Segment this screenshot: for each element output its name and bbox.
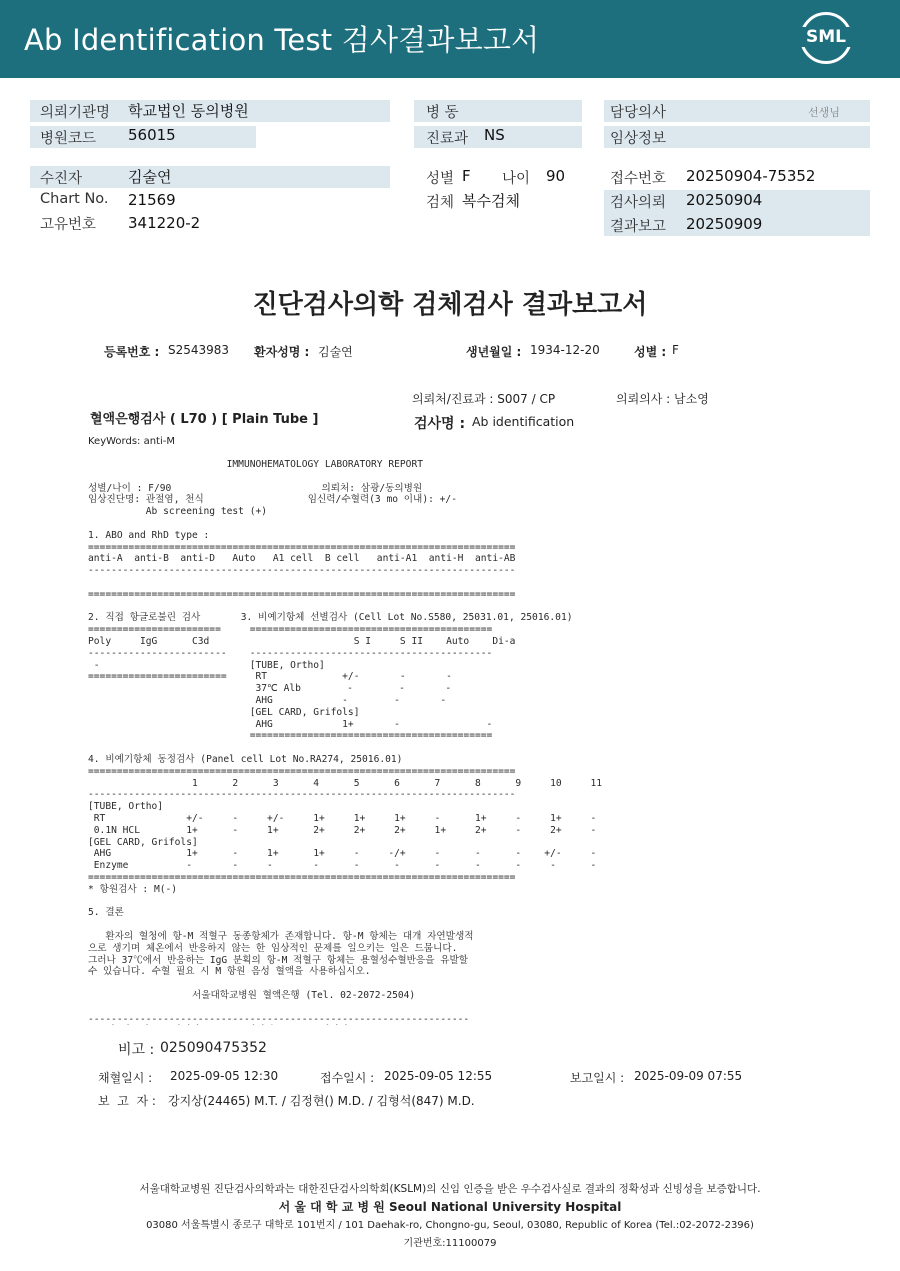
- lab-report-line: Poly IgG C3d S I S II Auto Di-a: [88, 636, 516, 647]
- report-date-value: 2025-09-09 07:55: [634, 1069, 743, 1083]
- institution-label: 의뢰기관명: [40, 105, 111, 121]
- name-value: 김술연: [318, 345, 353, 359]
- report-date-label: 보고일시 :: [570, 1071, 625, 1085]
- uid-value: 341220-2: [128, 214, 201, 232]
- lab-report-line: 2. 직접 항글로불린 검사 3. 비예기항체 선별검사 (Cell Lot No.S580, 25031.01, 25016.01): [88, 612, 573, 624]
- specimen-label: 검체: [426, 195, 455, 211]
- lab-report-line: --------------------------------------------------------------------------: [88, 565, 516, 577]
- lab-report-line: - [TUBE, Ortho]: [88, 659, 325, 671]
- logo-text: SML: [800, 27, 852, 47]
- chart-label: Chart No.: [40, 191, 109, 207]
- lab-report-line: ==========================================================================: [88, 872, 516, 883]
- lab-report-line: IMMUNOHEMATOLOGY LABORATORY REPORT: [88, 459, 424, 470]
- footer-hospital-name: 서 울 대 학 교 병 원 Seoul National University Hospital: [278, 1200, 622, 1214]
- age-value: 90: [546, 167, 566, 185]
- result-label: 결과보고: [610, 219, 667, 235]
- dept-label: 진료과: [426, 131, 469, 147]
- sml-logo: [800, 12, 852, 64]
- receipt-value: 20250904-75352: [686, 167, 816, 185]
- lab-report-line: Ab screening test (+): [88, 506, 268, 518]
- reg-value: S2543983: [168, 343, 230, 357]
- report-sex-value: F: [672, 343, 679, 357]
- lab-report-line: 서울대학교병원 혈액은행 (Tel. 02-2072-2504): [88, 990, 416, 1001]
- dept-value: NS: [484, 126, 505, 144]
- lab-report-line: ==========================================================================: [88, 588, 516, 600]
- remark-value: 025090475352: [160, 1040, 267, 1056]
- sex-value: F: [462, 167, 471, 185]
- dept-line: 의뢰처/진료과 : S007 / CP: [412, 392, 556, 406]
- lab-report-line: 4. 비예기항체 동정검사 (Panel cell Lot No.RA274, 25016.01): [88, 754, 403, 765]
- collect-value: 2025-09-05 12:30: [170, 1069, 279, 1083]
- hospital-code-label: 병원코드: [40, 131, 97, 147]
- lab-report-line: 으로 생기며 체온에서 반응하지 않는 한 임상적인 문제를 일으키는 일은 드뭅니다.: [88, 942, 458, 954]
- specimen-value: 복수검체: [462, 192, 520, 210]
- lab-report-line: anti-A anti-B anti-D Auto A1 cell B cell anti-A1 anti-H anti-AB: [88, 553, 516, 565]
- report-title: 진단검사의학 검체검사 결과보고서: [252, 290, 648, 320]
- lab-report-line: ------------------------ ------------------------------------------: [88, 647, 493, 659]
- lab-report-line: 그러나 37℃에서 반응하는 IgG 분획의 항-M 적혈구 항체는 용혈성수혈반응을 유발할: [88, 954, 469, 966]
- age-label: 나이: [502, 171, 531, 187]
- lab-report-line: 1. ABO and RhD type :: [88, 529, 210, 541]
- footer-institution-code: 기관번호:11100079: [403, 1238, 497, 1249]
- keywords: KeyWords: anti-M: [88, 436, 175, 447]
- lab-report-line: 환자의 혈청에 항-M 적혈구 동종항체가 존재합니다. 항-M 항체는 대개 자연발생적: [88, 931, 474, 942]
- ward-label: 병 동: [426, 105, 459, 121]
- reporter-value: 강지상(24465) M.T. / 김정현() M.D. / 김형석(847) M.D.: [168, 1094, 475, 1108]
- lab-report-line: [GEL CARD, Grifols]: [88, 836, 198, 848]
- lab-report-line: 5. 결론: [88, 907, 124, 919]
- collect-label: 채혈일시 :: [98, 1071, 153, 1085]
- clinical-label: 임상정보: [610, 131, 667, 147]
- test-value: Ab identification: [472, 414, 575, 429]
- footer-address: 03080 서울특별시 종로구 대학로 101번지 / 101 Daehak-ro, Chongno-gu, Seoul, 03080, Republic of Korea (Tel.:02-2072-2396): [146, 1220, 754, 1231]
- lab-report-line: ======================= ==========================================: [88, 624, 493, 636]
- report-sex-label: 성별 :: [634, 345, 667, 359]
- lab-report-line: [TUBE, Ortho]: [88, 801, 164, 813]
- chart-value: 21569: [128, 191, 176, 209]
- test-label: 검사명 :: [414, 416, 466, 432]
- lab-report-line: 0.1N HCL 1+ - 1+ 2+ 2+ 2+ 1+ 2+ - 2+ -: [88, 824, 597, 836]
- name-label: 환자성명 :: [254, 345, 310, 359]
- lab-report-line: ==========================================================================: [88, 765, 516, 777]
- dob-label: 생년월일 :: [466, 345, 522, 359]
- patient-label: 수진자: [40, 171, 83, 187]
- lab-report-line: 임상진단명: 관절염, 천식 임신력/수혈력(3 mo 이내): +/-: [88, 494, 457, 506]
- doctor-suffix: 선생님: [808, 106, 840, 119]
- remark-label: 비고 :: [118, 1042, 155, 1058]
- physician-line: 의뢰의사 : 남소영: [616, 392, 709, 406]
- sex-label: 성별: [426, 171, 455, 187]
- reg-label: 등록번호 :: [104, 345, 160, 359]
- uid-label: 고유번호: [40, 217, 97, 233]
- request-label: 검사의뢰: [610, 195, 667, 211]
- bank-line: 혈액은행검사 ( L70 ) [ Plain Tube ]: [90, 412, 319, 427]
- doctor-label: 담당의사: [610, 105, 667, 121]
- hospital-code-value: 56015: [128, 126, 176, 144]
- dob-value: 1934-12-20: [530, 343, 600, 357]
- lab-report-line: 수 있습니다. 수혈 필요 시 M 항원 음성 혈액을 사용하십시오.: [88, 966, 371, 978]
- lab-report-line: AHG 1+ - 1+ 1+ - -/+ - - - +/- -: [88, 848, 597, 860]
- receipt-label: 접수번호: [610, 171, 667, 187]
- lab-report-line: AHG 1+ - -: [88, 718, 493, 730]
- report-header: [0, 0, 900, 78]
- lab-report-line: 1 2 3 4 5 6 7 8 9 10 11: [88, 777, 603, 789]
- lab-report-block: [88, 459, 608, 1025]
- receive-label: 접수일시 :: [320, 1071, 375, 1085]
- lab-report-line: [GEL CARD, Grifols]: [88, 706, 360, 718]
- lab-report-line: * 항원검사 : M(-): [88, 883, 178, 895]
- result-value: 20250909: [686, 215, 763, 233]
- lab-report-line: ==========================================================================: [88, 541, 516, 553]
- lab-report-line: ------------------------------------------------------------------: [88, 1013, 470, 1025]
- page-title: Ab Identification Test 검사결과보고서: [24, 23, 540, 57]
- lab-report-line: 37℃ Alb - - -: [88, 683, 452, 695]
- lab-report-line: Enzyme - - - - - - - - - - -: [88, 860, 597, 872]
- lab-report-line: AHG - - -: [88, 695, 447, 706]
- request-value: 20250904: [686, 191, 763, 209]
- lab-report-line: 성별/나이 : F/90 의뢰처: 삼광/동의병원: [88, 482, 423, 494]
- lab-report-line: RT +/- - +/- 1+ 1+ 1+ - 1+ - 1+ -: [88, 813, 597, 824]
- reporter-label: 보 고 자 :: [98, 1094, 156, 1108]
- footer-certification: 서울대학교병원 진단검사의학과는 대한진단검사의학회(KSLM)의 신임 인증을 받은 우수검사실로 결과의 정확성과 신빙성을 보증합니다.: [139, 1183, 761, 1195]
- lab-report-line: ======================== RT +/- - -: [88, 671, 452, 683]
- lab-report-line: ==========================================: [88, 730, 493, 742]
- patient-value: 김술연: [128, 168, 172, 186]
- institution-value: 학교법인 동의병원: [128, 102, 249, 120]
- patient-bar: [30, 166, 390, 188]
- lab-report-line: --------------------------------------------------------------------------: [88, 789, 516, 801]
- receive-value: 2025-09-05 12:55: [384, 1069, 493, 1083]
